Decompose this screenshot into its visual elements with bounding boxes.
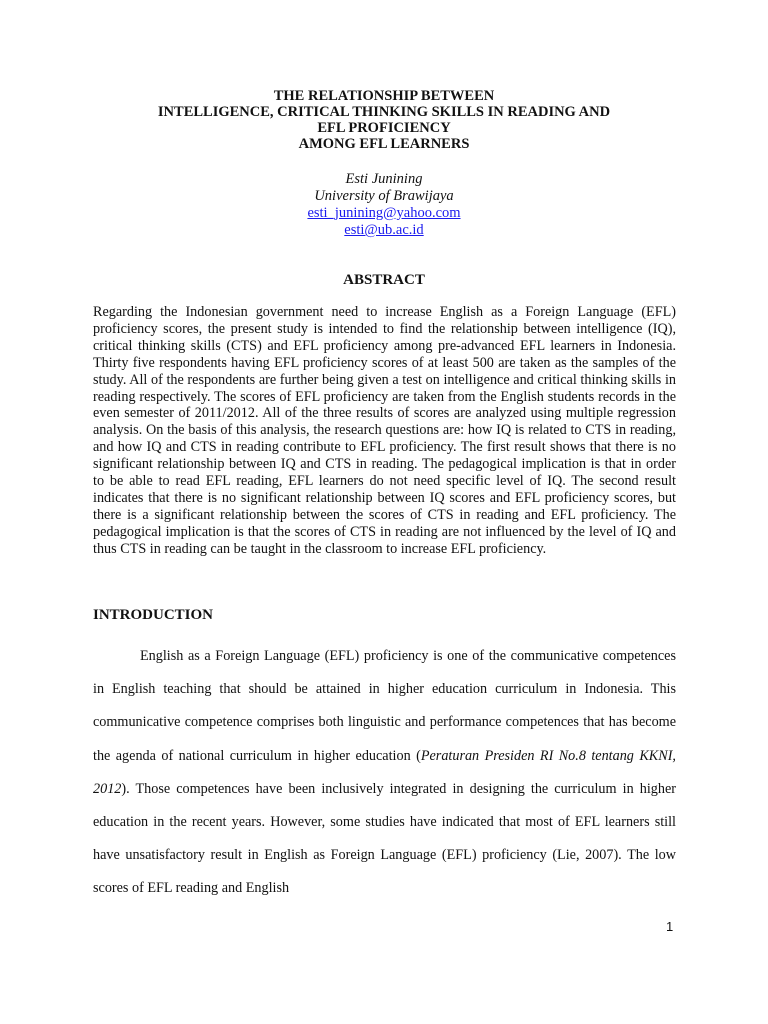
introduction-paragraph	[93, 640, 676, 906]
intro-text: English as a Foreign Language (EFL) proficiency is one of the communicative competences in English teaching that should be attained in higher education curriculum in Indonesia. This communicative competence comprises both linguistic and performance competences that has become the agenda of national curriculum in higher education (	[93, 648, 676, 764]
title-line: THE RELATIONSHIP BETWEEN	[273, 88, 495, 104]
page-number: 1	[666, 919, 674, 934]
author-affiliation: University of Brawijaya	[314, 188, 454, 204]
title-line: AMONG EFL LEARNERS	[298, 136, 470, 152]
intro-citation: Peraturan Presiden RI No.8 tentang KKNI, 2012	[93, 747, 676, 797]
author-email-link[interactable]: esti_junining@yahoo.com	[307, 205, 461, 221]
introduction-heading: INTRODUCTION	[93, 607, 214, 623]
abstract-heading: ABSTRACT	[343, 272, 425, 288]
title-line: EFL PROFICIENCY	[317, 120, 451, 136]
title-line: INTELLIGENCE, CRITICAL THINKING SKILLS IN READING AND	[157, 104, 611, 120]
author-email-link[interactable]: esti@ub.ac.id	[344, 222, 424, 238]
author-name: Esti Junining	[345, 171, 423, 187]
abstract-text: Regarding the Indonesian government need to increase English as a Foreign Language (EFL) proficiency scores, the present study is intended to find the relationship between intelligence (IQ), critical thinking skills (CTS) and EFL proficiency among pre-advanced EFL learners in Indonesia. Thirty five respondents having EFL proficiency scores of at least 500 are taken as the samples of the study. All of the respondents are further being given a test on intelligence and critical thinking skills in reading respectively. The scores of EFL proficiency are taken from the English students records in the even semester of 2011/2012. All of the three results of scores are analyzed using multiple regression analysis. On the basis of this analysis, the research questions are: how IQ is related to CTS in reading, and how IQ and CTS in reading contribute to EFL proficiency. The first result shows that there is no significant relationship between IQ and CTS in reading. The pedagogical implication is that in order to be able to read EFL reading, EFL learners do not need specific level of IQ. The second result indicates that there is no significant relationship between IQ scores and EFL proficiency scores, but there is a significant relationship between the scores of CTS in reading and EFL proficiency. The pedagogical implication is that the scores of CTS in reading are not influenced by the level of IQ and thus CTS in reading can be taught in the classroom to increase EFL proficiency.	[93, 304, 676, 557]
author-block	[80, 171, 688, 239]
paper-title	[80, 88, 688, 152]
intro-text: ). Those competences have been inclusively integrated in designing the curriculum in higher education in the recent years. However, some studies have indicated that most of EFL learners still have unsatisfactory result in English as Foreign Language (EFL) proficiency (Lie, 2007). The low scores of EFL reading and English	[93, 780, 676, 897]
